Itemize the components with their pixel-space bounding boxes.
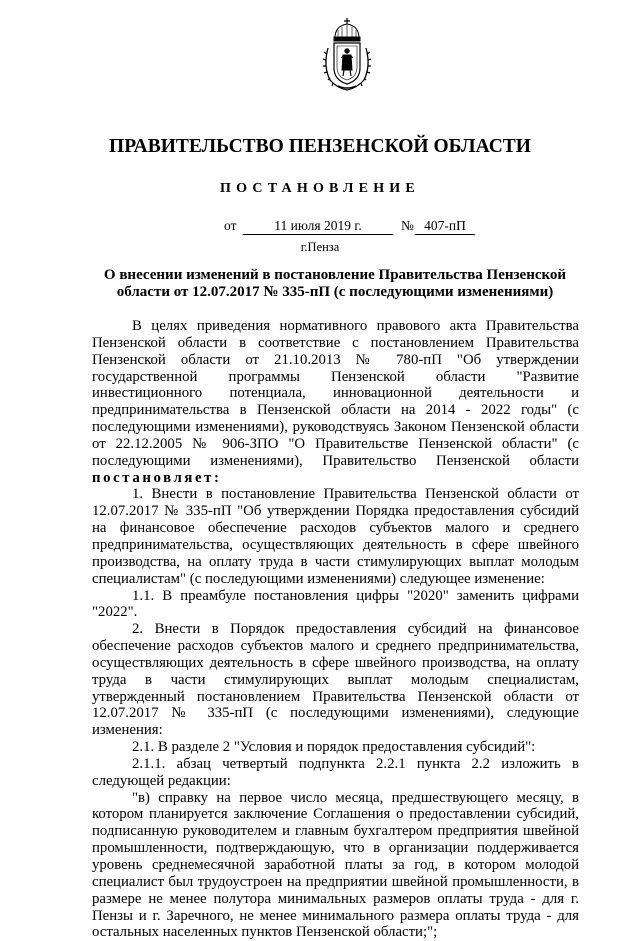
issue-city: г.Пенза	[300, 240, 340, 254]
preamble-text: В целях приведения нормативного правового акта Правительства Пензенской области в соответствие с постановлением Правительства Пензенской области от 21.10.2013 № 780-пП "Об утверждении государственной программы Пензенской области "Развитие инвестиционного потенциала, инновационной деятельности и предпринимательства в Пензенской области на 2014 - 2022 годы" (с последующими изменениями), руководствуясь Законом Пензенской области от 22.12.2005 № 906-ЗПО "О Правительстве Пензенской области" (с последующими изменениями), Правительство Пензенской области	[92, 318, 579, 469]
date-prefix: от	[224, 218, 237, 233]
document-date: 11 июля 2019 г.	[243, 218, 393, 235]
item-1-paragraph: 1. Внести в постановление Правительства Пензенской области от 12.07.2017 № 335-пП "Об утверждении Порядка предоставления субсидий на финансовое обеспечение расходов субъектов малого и среднего предпринимательства, осуществляющих деятельность в сфере швейного производства, на оплату труда в части стимулирующих выплат молодым специалистам" (с последующими изменениями) следующее изменение:	[92, 486, 579, 587]
preamble-paragraph	[92, 318, 579, 486]
date-number-row	[0, 218, 640, 236]
item-1-1-paragraph: 1.1. В преамбуле постановления цифры "2020" заменить цифрами "2022".	[92, 587, 579, 621]
penza-coat-of-arms-icon	[322, 18, 372, 92]
document-number: 407-пП	[415, 218, 475, 235]
resolves-word: постановляет:	[92, 469, 222, 486]
document-type: ПОСТАНОВЛЕНИЕ	[220, 181, 420, 196]
item-2-paragraph: 2. Внести в Порядок предоставления субсидий на финансовое обеспечение расходов субъектов малого и среднего предпринимательства, осуществляющих деятельность в сфере швейного производства, на оплату труда в части стимулирующих выплат молодым специалистам, утвержденный постановлением Правительства Пензенской области от 12.07.2017 № 335-пП (с последующими изменениями), следующие изменения:	[92, 621, 579, 739]
document-subject: О внесении изменений в постановление Правительства Пензенской области от 12.07.2017 № 335-пП (с последующими изменениями)	[103, 267, 567, 300]
number-sign: №	[401, 218, 414, 233]
item-2-1-1-paragraph: 2.1.1. абзац четвертый подпункта 2.2.1 пункта 2.2 изложить в следующей редакции:	[92, 755, 579, 789]
government-title: ПРАВИТЕЛЬСТВО ПЕНЗЕНСКОЙ ОБЛАСТИ	[109, 136, 531, 157]
item-2-1-paragraph: 2.1. В разделе 2 "Условия и порядок предоставления субсидий":	[132, 739, 536, 756]
document-body	[92, 318, 579, 941]
quoted-amendment-paragraph: "в) справку на первое число месяца, предшествующего месяцу, в котором планируется заключение Соглашения о предоставлении субсидий, подписанную руководителем и главным бухгалтером предприятия швейной промышленности, подтверждающую, что в организации поддерживается уровень среднемесячной заработной платы за год, в котором молодой специалист был трудоустроен на предприятии швейной промышленности, в размере не менее полутора минимальных размеров оплаты труда - для г. Пензы и г. Заречного, не менее минимального размера оплаты труда - для остальных населенных пунктов Пензенской области;";	[92, 789, 579, 941]
